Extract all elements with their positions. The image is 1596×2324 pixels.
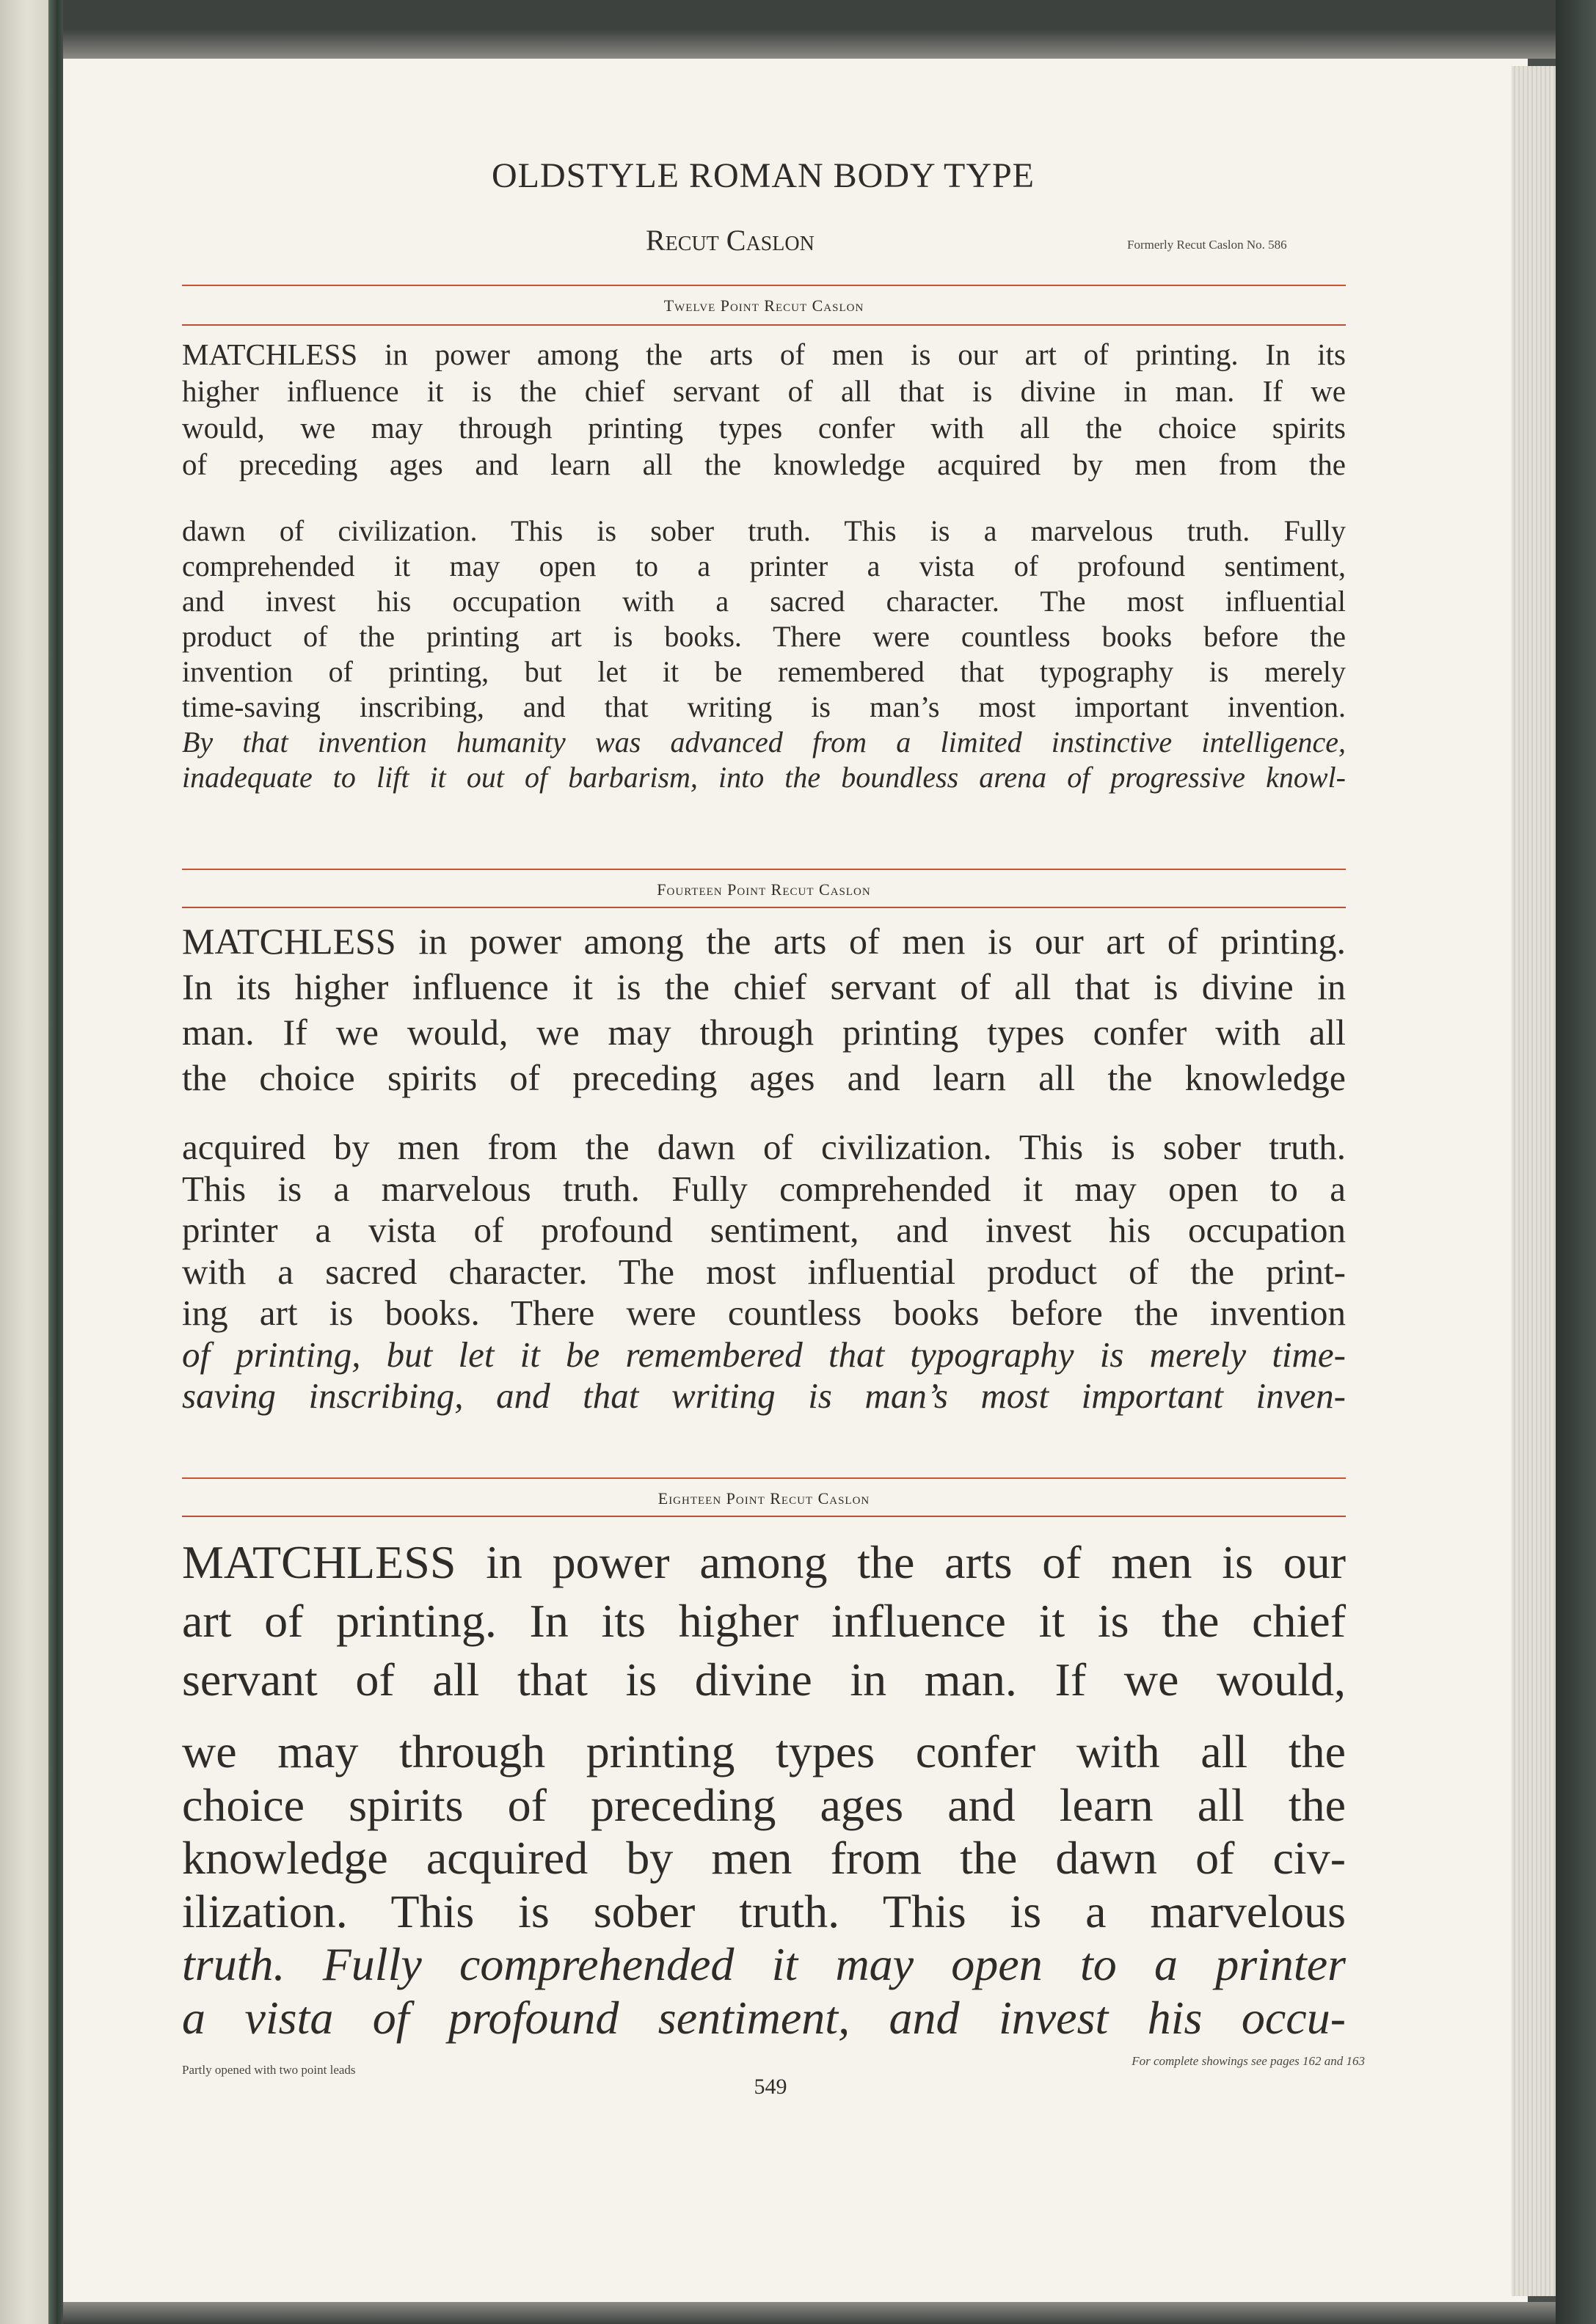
italic-line: truth. Fully comprehended it may open to a printer	[182, 1938, 1346, 1990]
text-line: product of the printing art is books. There were countless books before the	[182, 620, 1346, 653]
text-line: acquired by men from the dawn of civilization. This is sober truth.	[182, 1127, 1346, 1167]
italic-line: saving inscribing, and that writing is man’s most important inven-	[182, 1375, 1346, 1416]
stacked-page-edges	[1512, 66, 1556, 2296]
text-line: printer a vista of profound sentiment, and invest his occupation	[182, 1210, 1346, 1250]
text-line: servant of all that is divine in man. If we would,	[182, 1654, 1346, 1706]
section-rule-bottom	[182, 324, 1346, 326]
text-line: the choice spirits of preceding ages and learn all the knowledge	[182, 1057, 1346, 1098]
section-label-fourteen-point: Fourteen Point Recut Caslon	[657, 880, 871, 899]
text-line: ilization. This is sober truth. This is a marvelous	[182, 1885, 1346, 1937]
section-label-twelve-point: Twelve Point Recut Caslon	[663, 296, 864, 315]
section-rule-bottom	[182, 907, 1346, 908]
text-line: invention of printing, but let it be remembered that typography is merely	[182, 655, 1346, 688]
leading-note: Partly opened with two point leads	[182, 2063, 356, 2077]
typeface-name: Recut Caslon	[646, 224, 815, 257]
book-cover-board	[1556, 0, 1596, 2324]
section-rule-top	[182, 869, 1346, 870]
section-label-eighteen-point: Eighteen Point Recut Caslon	[657, 1489, 870, 1508]
text-line: dawn of civilization. This is sober truth. This is a marvelous truth. Fully	[182, 514, 1346, 547]
formerly-note: Formerly Recut Caslon No. 586	[1127, 238, 1287, 252]
section-rule-top	[182, 1477, 1346, 1479]
text-line: art of printing. In its higher influence it is the chief	[182, 1595, 1346, 1647]
specimen-eighteen-point-solid	[182, 1725, 1346, 2045]
text-line: would, we may through printing types confer with all the choice spirits	[182, 411, 1346, 445]
text-line: ing art is books. There were countless books before the invention	[182, 1293, 1346, 1333]
section-rule-top	[182, 285, 1346, 286]
italic-line: a vista of profound sentiment, and invest his occu-	[182, 1991, 1346, 2044]
italic-line: inadequate to lift it out of barbarism, into the boundless arena of progressive knowl-	[182, 761, 1346, 794]
specimen-twelve-point-solid	[182, 514, 1346, 795]
text-line: man. If we would, we may through printing types confer with all	[182, 1012, 1346, 1053]
cross-reference-note: For complete showings see pages 162 and 163	[1132, 2054, 1365, 2068]
text-line: MATCHLESS in power among the arts of men is our	[182, 1536, 1346, 1588]
specimen-fourteen-point-solid	[182, 1127, 1346, 1417]
page-title: OLDSTYLE ROMAN BODY TYPE	[491, 156, 1035, 195]
text-line: MATCHLESS in power among the arts of men is our art of printing. In its	[182, 337, 1346, 371]
text-line: and invest his occupation with a sacred character. The most influential	[182, 585, 1346, 618]
text-line: of preceding ages and learn all the knowledge acquired by men from the	[182, 447, 1346, 481]
text-line: we may through printing types confer with all the	[182, 1725, 1346, 1777]
previous-page-edge	[0, 0, 48, 2324]
text-line: MATCHLESS in power among the arts of men is our art of printing.	[182, 921, 1346, 962]
text-line: This is a marvelous truth. Fully comprehended it may open to a	[182, 1168, 1346, 1209]
text-line: knowledge acquired by men from the dawn of civ-	[182, 1832, 1346, 1884]
scan-top-shadow	[63, 0, 1556, 59]
italic-line: of printing, but let it be remembered that typography is merely time-	[182, 1334, 1346, 1375]
text-line: comprehended it may open to a printer a vista of profound sentiment,	[182, 549, 1346, 582]
page-number: 549	[754, 2075, 787, 2099]
scan-bottom-shadow	[63, 2302, 1556, 2324]
text-line: time-saving inscribing, and that writing is man’s most important invention.	[182, 690, 1346, 723]
specimen-twelve-point-spaced	[182, 336, 1346, 483]
text-line: choice spirits of preceding ages and learn all the	[182, 1778, 1346, 1831]
text-line: higher influence it is the chief servant of all that is divine in man. If we	[182, 374, 1346, 408]
italic-line: By that invention humanity was advanced from a limited instinctive intelligence,	[182, 726, 1346, 759]
text-line: with a sacred character. The most influential product of the print-	[182, 1251, 1346, 1292]
specimen-eighteen-point-spaced	[182, 1533, 1346, 1709]
text-line: In its higher influence it is the chief servant of all that is divine in	[182, 966, 1346, 1007]
section-rule-bottom	[182, 1516, 1346, 1517]
book-spine-binding	[48, 0, 63, 2324]
specimen-fourteen-point-spaced	[182, 918, 1346, 1100]
